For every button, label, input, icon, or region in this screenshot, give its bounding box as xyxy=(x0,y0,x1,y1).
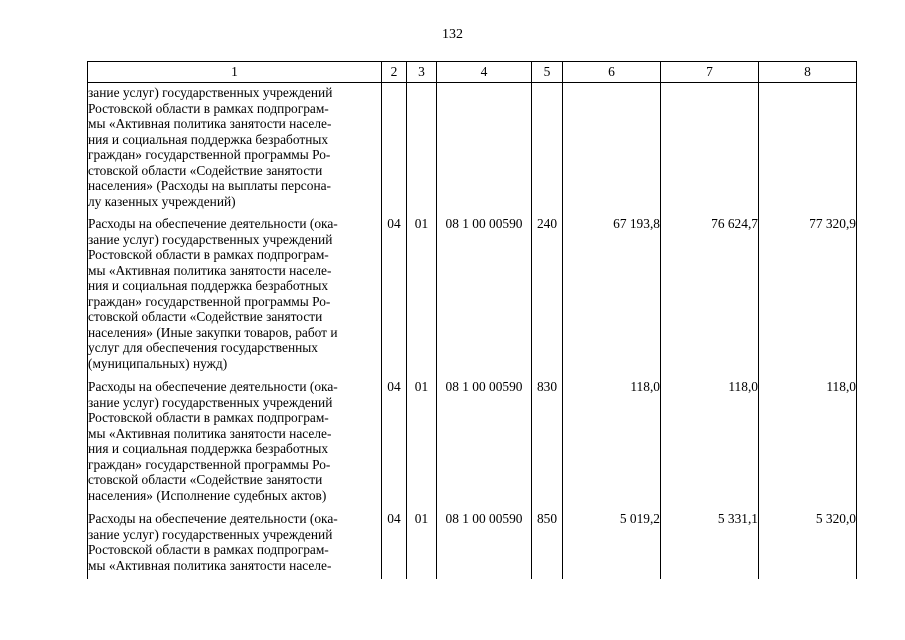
subsection-code: 01 xyxy=(407,215,437,378)
table-row xyxy=(88,83,857,216)
amount-col7: 5 331,1 xyxy=(661,510,759,579)
amount-col8: 118,0 xyxy=(759,378,857,510)
amount-col6: 5 019,2 xyxy=(563,510,661,579)
amount-col6: 118,0 xyxy=(563,378,661,510)
subsection-code: 01 xyxy=(407,510,437,579)
description-line: ния и социальная поддержка безработных xyxy=(88,278,329,293)
description-line: мы «Активная политика занятости населе- xyxy=(88,557,332,573)
amount-col6: 67 193,8 xyxy=(563,215,661,378)
description-line: стовской области «Содействие занятости xyxy=(88,472,323,487)
header-cell-6: 6 xyxy=(563,62,661,83)
header-cell-1: 1 xyxy=(88,62,382,83)
description-line: мы «Активная политика занятости населе- xyxy=(88,262,332,278)
description-line: Ростовской области в рамках подпрограм- xyxy=(88,410,329,425)
description-line: населения» (Исполнение судебных актов) xyxy=(88,487,327,503)
page-number: 132 xyxy=(442,27,463,42)
description-line: граждан» государственной программы Ро- xyxy=(88,293,331,309)
subsection-code: 01 xyxy=(407,378,437,510)
description-line: услуг для обеспечения государственных xyxy=(88,340,318,355)
description-line: стовской области «Содействие занятости xyxy=(88,162,323,178)
description-line: населения» (Иные закупки товаров, работ и xyxy=(88,324,338,340)
description-line: зание услуг) государственных учреждений xyxy=(88,85,333,100)
row-description xyxy=(88,83,382,216)
amount-col7: 118,0 xyxy=(661,378,759,510)
target-article-code: 08 1 00 00590 xyxy=(437,378,532,510)
amount-col8: 77 320,9 xyxy=(759,215,857,378)
description-line: граждан» государственной программы Ро- xyxy=(88,456,331,472)
header-cell-2: 2 xyxy=(382,62,407,83)
target-article-code: 08 1 00 00590 xyxy=(437,215,532,378)
row-description xyxy=(88,378,382,510)
amount-col8 xyxy=(759,83,857,216)
description-line: Расходы на обеспечение деятельности (ока- xyxy=(88,379,338,394)
amount-col7: 76 624,7 xyxy=(661,215,759,378)
section-code: 04 xyxy=(382,510,407,579)
description-line: ния и социальная поддержка безработных xyxy=(88,131,329,147)
target-article-code: 08 1 00 00590 xyxy=(437,510,532,579)
description-line: граждан» государственной программы Ро- xyxy=(88,147,331,162)
target-article-code xyxy=(437,83,532,216)
header-cell-4: 4 xyxy=(437,62,532,83)
description-line: мы «Активная политика занятости населе- xyxy=(88,425,332,441)
description-line: зание услуг) государственных учреждений xyxy=(88,526,333,542)
description-line: стовской области «Содействие занятости xyxy=(88,309,323,324)
description-line: лу казенных учреждений) xyxy=(88,193,236,209)
description-line: зание услуг) государственных учреждений xyxy=(88,394,333,410)
header-row xyxy=(88,62,857,83)
header-cell-8: 8 xyxy=(759,62,857,83)
amount-col7 xyxy=(661,83,759,216)
table-row xyxy=(88,215,857,378)
amount-col8: 5 320,0 xyxy=(759,510,857,579)
description-line: Ростовской области в рамках подпрограм- xyxy=(88,247,329,262)
description-line: ния и социальная поддержка безработных xyxy=(88,441,329,456)
section-code xyxy=(382,83,407,216)
row-description xyxy=(88,510,382,579)
expense-type-code: 240 xyxy=(532,215,563,378)
description-line: мы «Активная политика занятости населе- xyxy=(88,116,332,131)
subsection-code xyxy=(407,83,437,216)
amount-col6 xyxy=(563,83,661,216)
section-code: 04 xyxy=(382,215,407,378)
description-line: Ростовской области в рамках подпрограм- xyxy=(88,542,329,557)
header-cell-5: 5 xyxy=(532,62,563,83)
table-row xyxy=(88,378,857,510)
section-code: 04 xyxy=(382,378,407,510)
description-line: зание услуг) государственных учреждений xyxy=(88,231,333,247)
expense-type-code: 850 xyxy=(532,510,563,579)
description-line: населения» (Расходы на выплаты персона- xyxy=(88,178,332,193)
expense-type-code: 830 xyxy=(532,378,563,510)
description-line: (муниципальных) нужд) xyxy=(88,355,228,371)
table-row xyxy=(88,510,857,579)
header-cell-3: 3 xyxy=(407,62,437,83)
description-line: Ростовской области в рамках подпрограм- xyxy=(88,100,329,116)
description-line: Расходы на обеспечение деятельности (ока- xyxy=(88,216,338,231)
budget-table xyxy=(87,61,857,579)
description-line: Расходы на обеспечение деятельности (ока- xyxy=(88,511,338,526)
expense-type-code xyxy=(532,83,563,216)
row-description xyxy=(88,215,382,378)
header-cell-7: 7 xyxy=(661,62,759,83)
